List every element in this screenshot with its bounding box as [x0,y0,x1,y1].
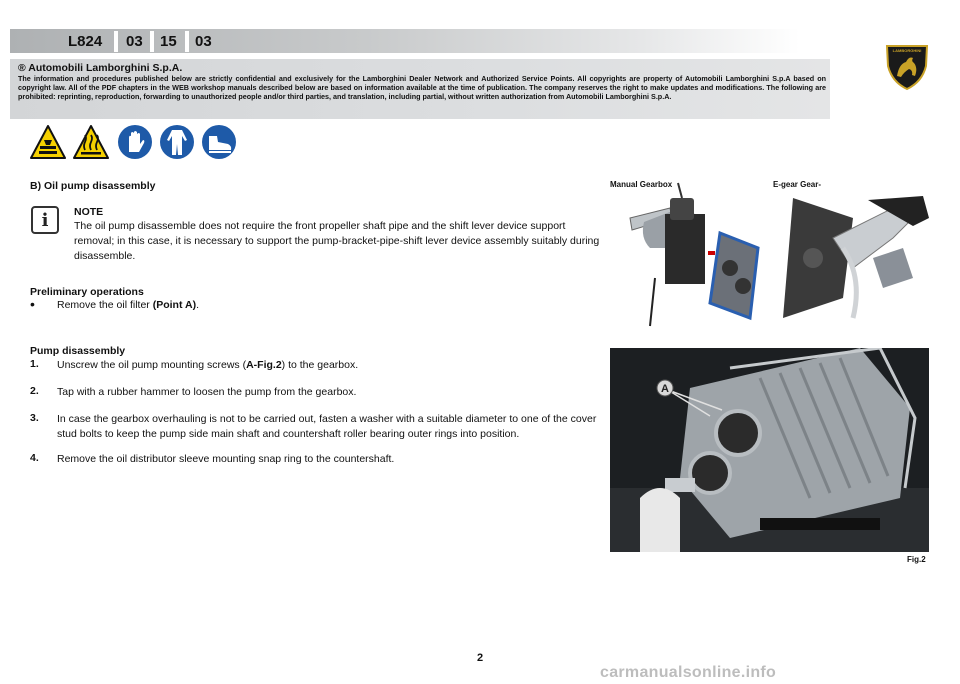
header-separator [114,31,118,52]
doc-code-subgroup: 15 [160,33,177,50]
egear-caption: E-gear Gear- [773,180,822,189]
step-number: 1. [30,358,39,370]
crush-hazard-warning-icon [30,124,66,160]
doc-code-group: 03 [126,33,143,50]
doc-code-section: 03 [195,33,212,50]
copyright-text: The information and procedures published below are strictly confidential and exclusively for the Lamborghini Dealer Network and Authorized Service Points. All copyrights are property of Automobili Lamborghini S.p.A based on copyright law. All of the PDF chapters in the WEB workshop manuals described below are based on information available at the time of publication. The company reserves the right to make updates and modifications. The following are prohibited: reprinting, reproduction, forwarding to unauthorized people and/or third parties, and translation, including partial, without written authorization from Automobili Lamborghini S.p.A. [18,74,826,102]
lamborghini-bull-shield-icon [882,42,932,92]
doc-code-model: L824 [68,33,103,50]
step-text-part: ) to the gearbox. [281,359,359,371]
note-text: The oil pump disassemble does not require the front propeller shaft pipe and the shift lever device support removal; in this case, it is necessary to support the pump-bracket-pipe-shift lever device assembly suitably during disassemble. [74,220,600,262]
preliminary-step [57,299,199,311]
page-number: 2 [477,652,484,664]
manual-gearbox-photo [610,178,768,328]
safety-shoes-icon [201,124,237,160]
step-text-part: Unscrew the oil pump mounting screws ( [57,359,247,371]
step-text: Tap with a rubber hammer to loosen the pump from the gearbox. [57,386,357,398]
header-separator [150,31,154,52]
manual-gearbox-caption: Manual Gearbox [610,180,673,189]
logo-text: LAMBORGHINI [892,48,922,53]
pump-disassembly-title: Pump disassembly [30,345,126,357]
fig2-caption: Fig.2 [907,555,926,564]
bullet-icon: • [30,296,35,312]
preliminary-step-end: . [196,299,199,311]
section-title: B) Oil pump disassembly [30,180,156,192]
step-number: 2. [30,385,39,397]
watermark: carmanualsonline.info [600,664,777,681]
step-number: 3. [30,412,39,424]
preliminary-step-ref: (Point A) [152,299,197,311]
overalls-icon [159,124,195,160]
step-text [57,358,605,373]
preliminary-step-text: Remove the oil filter [57,299,153,311]
info-icon: i [31,206,59,234]
copyright-title: ® Automobili Lamborghini S.p.A. [18,62,183,74]
step-ref: A-Fig.2 [246,359,282,371]
step-number: 4. [30,452,39,464]
fig2-oil-pump-photo [610,348,929,552]
egear-gearbox-photo [773,178,931,328]
header-separator [185,31,189,52]
gloves-icon [117,124,153,160]
preliminary-title: Preliminary operations [30,286,144,298]
step-text: In case the gearbox overhauling is not to be carried out, fasten a washer with a suitable diameter to one of the cover stud bolts to keep the pump side main shaft and countershaft roller bearing outer rings into position. [57,413,597,440]
step-text: Remove the oil distributor sleeve mounting snap ring to the countershaft. [57,453,395,465]
fig2-point-a-label: A [661,383,669,395]
hot-surface-warning-icon [73,124,109,160]
note-title: NOTE [74,206,104,218]
